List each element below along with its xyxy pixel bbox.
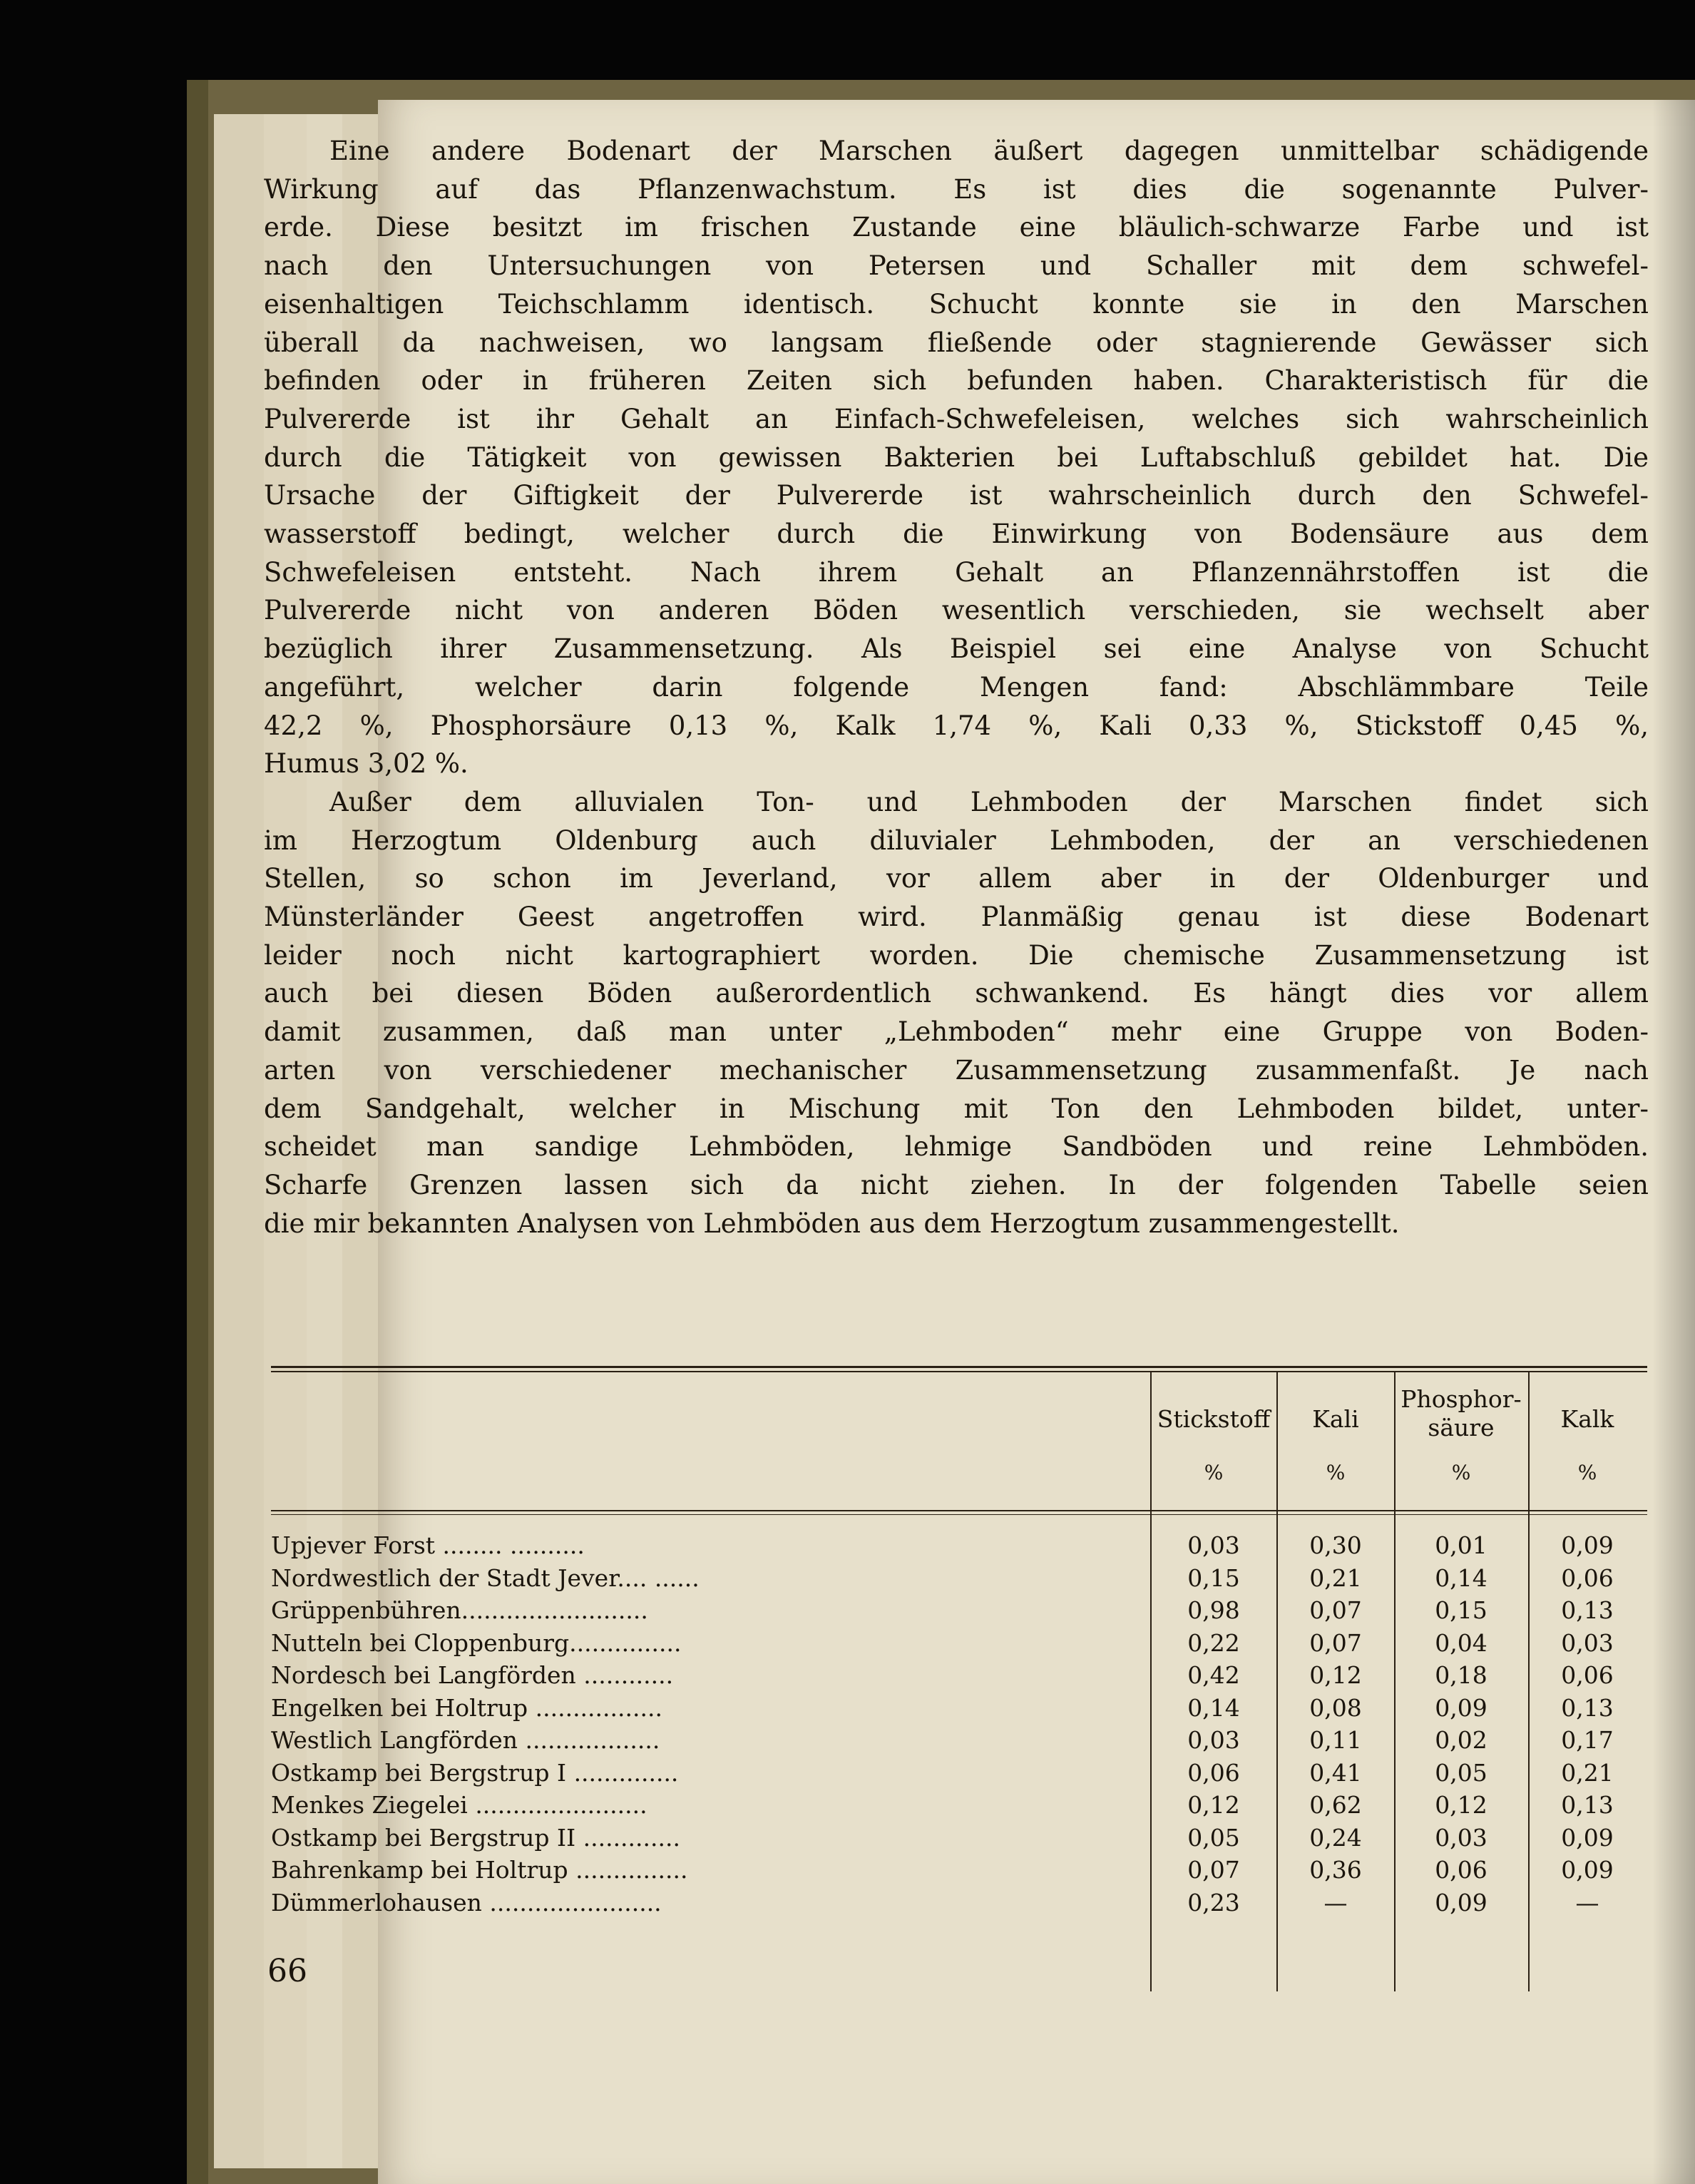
- text-line: Ursache der Giftigkeit der Pulvererde ist wahrscheinlich durch den Schwefel-: [264, 480, 1649, 511]
- text-line: 42,2 %, Phosphorsäure 0,13 %, Kalk 1,74 %, Kali 0,33 %, Stickstoff 0,45 %,: [264, 710, 1649, 741]
- location-name: Ostkamp bei Bergstrup I ..............: [271, 1758, 679, 1787]
- text-line: damit zusammen, daß man unter „Lehmboden“ mehr eine Gruppe von Boden-: [264, 1016, 1649, 1048]
- table-cell: 0,03: [1435, 1823, 1487, 1852]
- table-cell: 0,03: [1561, 1628, 1614, 1657]
- table-cell: 0,12: [1435, 1791, 1487, 1819]
- text-line: Außer dem alluvialen Ton- und Lehmboden der Marschen findet sich: [329, 786, 1649, 817]
- text-line: bezüglich ihrer Zusammensetzung. Als Beispiel sei eine Analyse von Schucht: [264, 633, 1649, 665]
- table-row: [271, 1726, 1647, 1758]
- text-line: Stellen, so schon im Jeverland, vor allem aber in der Oldenburger und: [264, 863, 1649, 894]
- text-line: im Herzogtum Oldenburg auch diluvialer Lehmboden, der an verschiedenen: [264, 825, 1649, 856]
- text-line: durch die Tätigkeit von gewissen Bakterien bei Luftabschluß gebildet hat. Die: [264, 442, 1649, 473]
- text-line: befinden oder in früheren Zeiten sich befunden haben. Charakteristisch für die: [264, 365, 1649, 397]
- table-row: [271, 1596, 1647, 1628]
- location-name: Engelken bei Holtrup .................: [271, 1693, 662, 1722]
- location-name: Nordesch bei Langförden ............: [271, 1661, 674, 1689]
- text-line: wasserstoff bedingt, welcher durch die Einwirkung von Bodensäure aus dem: [264, 519, 1649, 550]
- text-line: nach den Untersuchungen von Petersen und Schaller mit dem schwefel-: [264, 250, 1649, 282]
- column-unit: %: [1577, 1461, 1597, 1484]
- table-cell: 0,21: [1309, 1563, 1362, 1592]
- location-name: Grüppenbühren.........................: [271, 1596, 648, 1624]
- page-stack: [214, 114, 265, 2168]
- text-line: Schwefeleisen entsteht. Nach ihrem Gehalt an Pflanzennährstoffen ist die: [264, 556, 1649, 588]
- table-cell: 0,07: [1187, 1856, 1240, 1884]
- page-number: 66: [267, 1953, 307, 1989]
- text-line: auch bei diesen Böden außerordentlich schwankend. Es hängt dies vor allem: [264, 978, 1649, 1009]
- table-cell: 0,14: [1435, 1563, 1487, 1592]
- text-line: Pulvererde nicht von anderen Böden wesentlich verschieden, sie wechselt aber: [264, 595, 1649, 626]
- column-header: Kali: [1312, 1405, 1359, 1433]
- text-line: Pulvererde ist ihr Gehalt an Einfach-Schwefeleisen, welches sich wahrscheinlich: [264, 403, 1649, 434]
- table-cell: 0,08: [1309, 1693, 1362, 1722]
- location-name: Nutteln bei Cloppenburg...............: [271, 1628, 682, 1657]
- table-cell: 0,09: [1561, 1823, 1614, 1852]
- table-row: [271, 1564, 1647, 1596]
- text-line: Eine andere Bodenart der Marschen äußert dagegen unmittelbar schädigende: [329, 136, 1649, 166]
- table-header-rule: [271, 1514, 1647, 1515]
- table-cell: 0,11: [1309, 1726, 1362, 1754]
- table-cell: 0,06: [1561, 1563, 1614, 1592]
- text-line: leider noch nicht kartographiert worden. Die chemische Zusammensetzung ist: [264, 939, 1649, 971]
- table-cell: 0,36: [1309, 1856, 1362, 1884]
- text-line: erde. Diese besitzt im frischen Zustande eine bläulich-schwarze Farbe und ist: [264, 212, 1649, 243]
- column-unit: %: [1326, 1461, 1346, 1484]
- table-cell: 0,17: [1561, 1726, 1614, 1754]
- table-row: [271, 1824, 1647, 1856]
- paragraph-2: [264, 783, 1649, 1242]
- table-cell: 0,14: [1187, 1693, 1240, 1722]
- text-line: Humus 3,02 %.: [264, 748, 468, 780]
- table-cell: 0,03: [1187, 1726, 1240, 1754]
- table-row: [271, 1856, 1647, 1888]
- table-cell: 0,13: [1561, 1693, 1614, 1722]
- table-cell: 0,02: [1435, 1726, 1487, 1754]
- table-cell: 0,13: [1561, 1596, 1614, 1624]
- table-top-rule: [271, 1371, 1647, 1372]
- table-row: [271, 1531, 1647, 1563]
- table-cell: 0,09: [1561, 1531, 1614, 1559]
- text-line: überall da nachweisen, wo langsam fließende oder stagnierende Gewässer sich: [264, 327, 1649, 358]
- text-line: Wirkung auf das Pflanzenwachstum. Es ist dies die sogenannte Pulver-: [264, 173, 1649, 205]
- table-cell: 0,07: [1309, 1628, 1362, 1657]
- table-cell: 0,18: [1435, 1661, 1487, 1689]
- column-header: Phosphor- säure: [1400, 1385, 1522, 1441]
- column-header: Stickstoff: [1157, 1405, 1271, 1433]
- table-cell: 0,30: [1309, 1531, 1362, 1559]
- column-unit: %: [1204, 1461, 1224, 1484]
- table-cell: 0,06: [1187, 1758, 1240, 1787]
- location-name: Nordwestlich der Stadt Jever.... ......: [271, 1563, 700, 1592]
- table-cell: 0,12: [1309, 1661, 1362, 1689]
- text-line: eisenhaltigen Teichschlamm identisch. Schucht konnte sie in den Marschen: [264, 288, 1649, 320]
- table-cell: 0,12: [1187, 1791, 1240, 1819]
- table-cell: 0,22: [1187, 1628, 1240, 1657]
- text-line: Scharfe Grenzen lassen sich da nicht ziehen. In der folgenden Tabelle seien: [264, 1169, 1649, 1200]
- table-cell: 0,09: [1435, 1693, 1487, 1722]
- location-name: Westlich Langförden ..................: [271, 1726, 660, 1754]
- table-row: [271, 1661, 1647, 1693]
- table-cell: 0,62: [1309, 1791, 1362, 1819]
- table-cell: —: [1575, 1888, 1599, 1917]
- table-cell: 0,21: [1561, 1758, 1614, 1787]
- table-cell: 0,98: [1187, 1596, 1240, 1624]
- table-cell: 0,05: [1187, 1823, 1240, 1852]
- body-text: [264, 132, 1647, 1242]
- column-header: Kalk: [1560, 1405, 1614, 1433]
- table-cell: 0,06: [1561, 1661, 1614, 1689]
- table-cell: 0,07: [1309, 1596, 1362, 1624]
- table-cell: 0,09: [1435, 1888, 1487, 1917]
- table-cell: 0,05: [1435, 1758, 1487, 1787]
- table-row: [271, 1889, 1647, 1921]
- location-name: Dümmerlohausen .......................: [271, 1888, 662, 1917]
- table-cell: 0,03: [1187, 1531, 1240, 1559]
- location-name: Menkes Ziegelei .......................: [271, 1791, 647, 1819]
- table-row: [271, 1694, 1647, 1726]
- table-row: [271, 1759, 1647, 1791]
- table-cell: 0,09: [1561, 1856, 1614, 1884]
- page-shadow: [1652, 100, 1695, 2184]
- text-line: dem Sandgehalt, welcher in Mischung mit Ton den Lehmboden bildet, unter-: [264, 1093, 1649, 1124]
- table-cell: —: [1323, 1888, 1348, 1917]
- table-cell: 0,42: [1187, 1661, 1240, 1689]
- table-cell: 0,24: [1309, 1823, 1362, 1852]
- table-cell: 0,15: [1187, 1563, 1240, 1592]
- table-cell: 0,41: [1309, 1758, 1362, 1787]
- location-name: Bahrenkamp bei Holtrup ...............: [271, 1856, 688, 1884]
- table-top-rule: [271, 1366, 1647, 1368]
- table-cell: 0,15: [1435, 1596, 1487, 1624]
- table-cell: 0,23: [1187, 1888, 1240, 1917]
- text-line: arten von verschiedener mechanischer Zusammensetzung zusammenfaßt. Je nach: [264, 1054, 1649, 1086]
- table-cell: 0,04: [1435, 1628, 1487, 1657]
- text-line: scheidet man sandige Lehmböden, lehmige Sandböden und reine Lehmböden.: [264, 1131, 1649, 1163]
- table-cell: 0,13: [1561, 1791, 1614, 1819]
- text-line: die mir bekannten Analysen von Lehmböden aus dem Herzogtum zusammengestellt.: [264, 1208, 1400, 1239]
- location-name: Ostkamp bei Bergstrup II .............: [271, 1823, 680, 1852]
- table-cell: 0,06: [1435, 1856, 1487, 1884]
- text-line: angeführt, welcher darin folgende Mengen fand: Abschlämmbare Teile: [264, 671, 1649, 703]
- location-name: Upjever Forst ........ ..........: [271, 1531, 585, 1559]
- text-line: Münsterländer Geest angetroffen wird. Planmäßig genau ist diese Bodenart: [264, 902, 1649, 933]
- table-header-rule: [271, 1510, 1647, 1511]
- table-cell: 0,01: [1435, 1531, 1487, 1559]
- column-unit: %: [1451, 1461, 1471, 1484]
- table-row: [271, 1629, 1647, 1661]
- table-row: [271, 1791, 1647, 1823]
- paragraph-1: [264, 132, 1649, 783]
- book-spine-edge: [187, 80, 208, 2184]
